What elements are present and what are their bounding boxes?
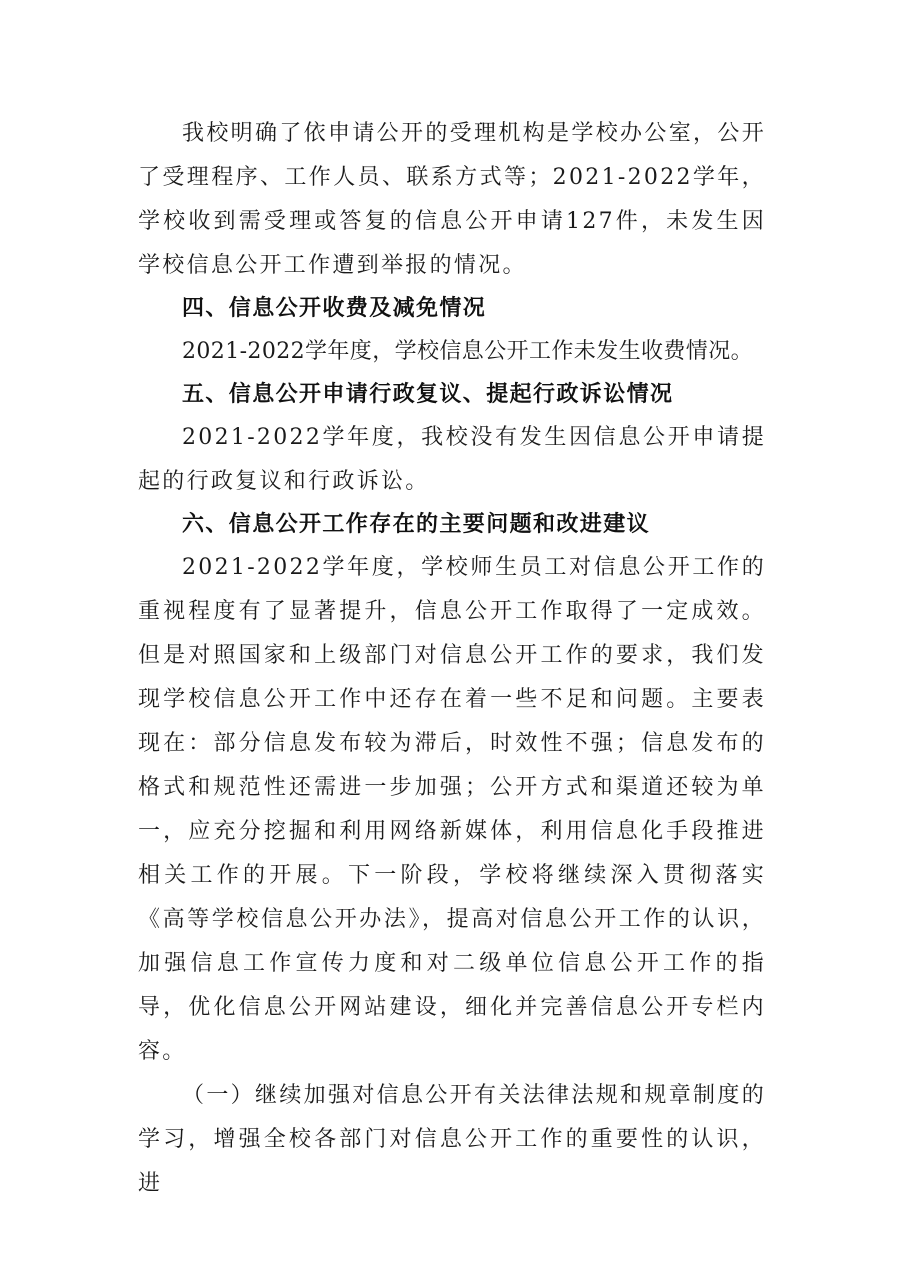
section-heading-fees: 四、信息公开收费及减免情况 (182, 296, 487, 321)
paragraph-review-litigation: 2021-2022学年度，我校没有发生因信息公开申请提起的行政复议和行政诉讼。 (138, 425, 766, 494)
section-heading-review-litigation: 五、信息公开申请行政复议、提起行政诉讼情况 (182, 382, 674, 407)
section-heading-problems: 六、信息公开工作存在的主要问题和改进建议 (182, 512, 651, 537)
paragraph-acceptance-agency: 我校明确了依申请公开的受理机构是学校办公室，公开了受理程序、工作人员、联系方式等；2021-2022学年，学校收到需受理或答复的信息公开申请127件，未发生因学校信息公开工作遭到举报的情况。 (138, 121, 766, 278)
paragraph-fees: 2021-2022学年度，学校信息公开工作未发生收费情况。 (182, 339, 754, 364)
document-body (138, 112, 766, 1206)
paragraph-item-one: （一）继续加强对信息公开有关法律法规和规章制度的学习，增强全校各部门对信息公开工作的重要性的认识，进 (138, 1083, 766, 1196)
paragraph-problems: 2021-2022学年度，学校师生员工对信息公开工作的重视程度有了显著提升，信息公开工作取得了一定成效。但是对照国家和上级部门对信息公开工作的要求，我们发现学校信息公开工作中还存在着一些不足和问题。主要表现在：部分信息发布较为滞后，时效性不强；信息发布的格式和规范性还需进一步加强；公开方式和渠道还较为单一，应充分挖掘和利用网络新媒体，利用信息化手段推进相关工作的开展。下一阶段，学校将继续深入贯彻落实《高等学校信息公开办法》，提高对信息公开工作的认识，加强信息工作宣传力度和对二级单位信息公开工作的指导，优化信息公开网站建设，细化并完善信息公开专栏内容。 (138, 555, 766, 1064)
